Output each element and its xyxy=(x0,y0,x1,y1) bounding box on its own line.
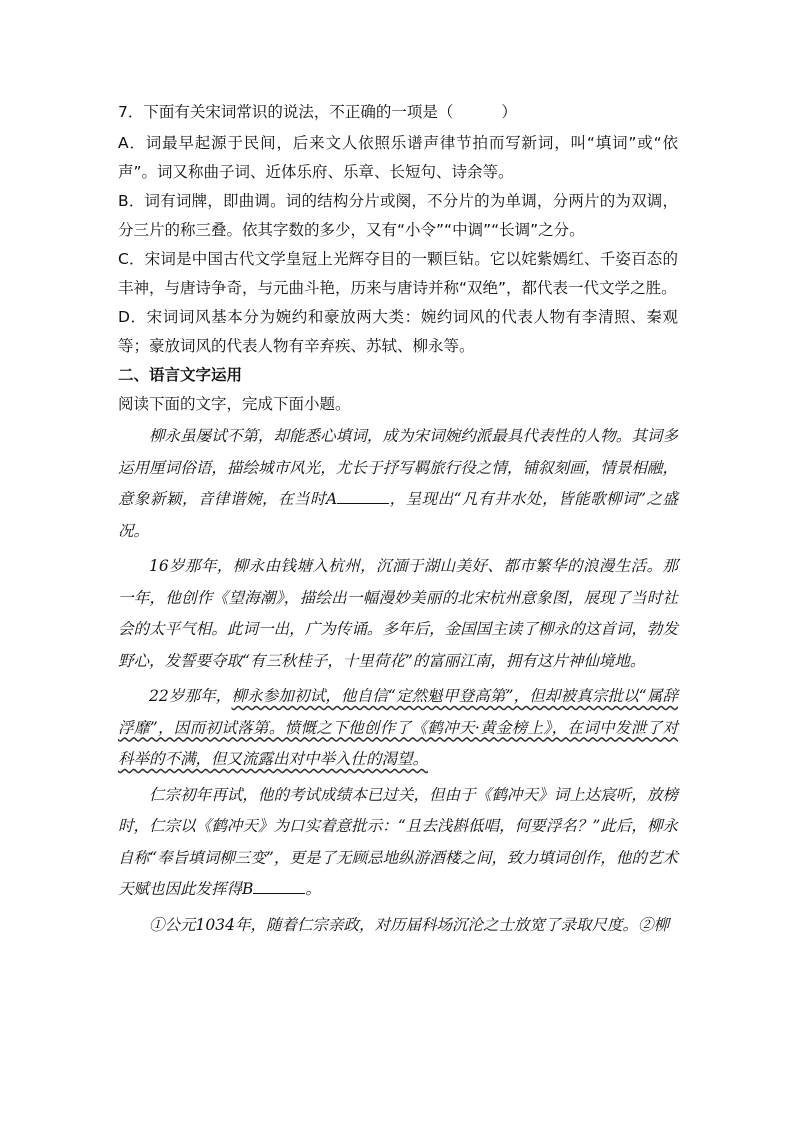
section-heading: 二、语言文字运用 xyxy=(118,366,243,384)
option-a: A．词最早起源于民间，后来文人依照乐谱声律节拍而写新词，叫“填词”或“依声”。词又称曲子词、近体乐府、乐章、长短句、诗余等。 xyxy=(118,134,678,181)
question-7-stem-close: ） xyxy=(501,103,517,121)
passage-p4-end: 。 xyxy=(305,880,321,898)
blank-a xyxy=(337,489,389,504)
option-c: C．宋词是中国古代文学皇冠上光辉夺目的一颗巨钻。它以姹紫嫣红、千姿百态的丰神，与唐诗争奇，与元曲斗艳，历来与唐诗并称“双绝”，都代表一代文学之胜。 xyxy=(118,250,678,297)
passage-p4-text: 仁宗初年再试，他的考试成绩本已过关，但由于《鹤冲天》词上达宸听，放榜时，仁宗以《鹤冲天》为口实着意批示：“且去浅斟低唱，何要浮名？”此后，柳永自称“奉旨填词柳三变”，更是了无顾忌地纵游酒楼之间，致力填词创作，他的艺术天赋也因此发挥得B xyxy=(118,785,678,898)
blank-b xyxy=(253,879,305,894)
section-intro: 阅读下面的文字，完成下面小题。 xyxy=(118,395,351,413)
passage-paragraph-3 xyxy=(118,681,678,776)
passage-paragraph-5: ①公元1034年，随着仁宗亲政，对历届科场沉沦之士放宽了录取尺度。②柳 xyxy=(149,915,669,934)
question-7-stem-text: 7．下面有关宋词常识的说法，不正确的一项是（ xyxy=(118,103,454,121)
passage-p3-underlined: 柳永参加初试，他自信“定然魁甲登高第”，但却被真宗批以“属辞浮靡”，因而初试落第。愤慨之下他创作了《鹤冲天·黄金榜上》，在词中发泄了对科举的不满，但又流露出对中举入仕的渴望。 xyxy=(118,687,678,768)
passage-p3-lead: 22岁那年， xyxy=(149,687,232,705)
passage-p1-text: 柳永虽屡试不第，却能悉心填词，成为宋词婉约派最具代表性的人物。其词多运用厘词俗语，描绘城市风光，尤长于抒写羁旅行役之情，铺叙刻画，情景相融，意象新颖，音律谐婉，在当时A xyxy=(118,427,678,508)
question-7-stem xyxy=(118,98,678,127)
document-page xyxy=(118,98,678,945)
option-d: D．宋词词风基本分为婉约和豪放两大类：婉约词风的代表人物有李清照、秦观等；豪放词风的代表人物有辛弃疾、苏轼、柳永等。 xyxy=(118,308,678,355)
passage-paragraph-4 xyxy=(118,780,678,906)
option-b: B．词有词牌，即曲调。词的结构分片或阕，不分片的为单调，分两片的为双调，分三片的称三叠。依其字数的多少，又有“小令”“中调”“长调”之分。 xyxy=(118,192,678,239)
passage-p1-end: ，呈现出“凡有井水处，皆能歌柳词”之盛况。 xyxy=(118,490,678,540)
passage-paragraph-1 xyxy=(118,421,678,547)
passage-paragraph-2: 16岁那年，柳永由钱塘入杭州，沉湎于湖山美好、都市繁华的浪漫生活。那一年，他创作《望海潮》，描绘出一幅漫妙美丽的北宋杭州意象图，展现了当时社会的太平气相。此词一出，广为传诵。多年后，金国国主读了柳永的这首词，勃发野心，发誓要夺取“有三秋桂子，十里荷花”的富丽江南，拥有这片神仙境地。 xyxy=(118,557,678,670)
